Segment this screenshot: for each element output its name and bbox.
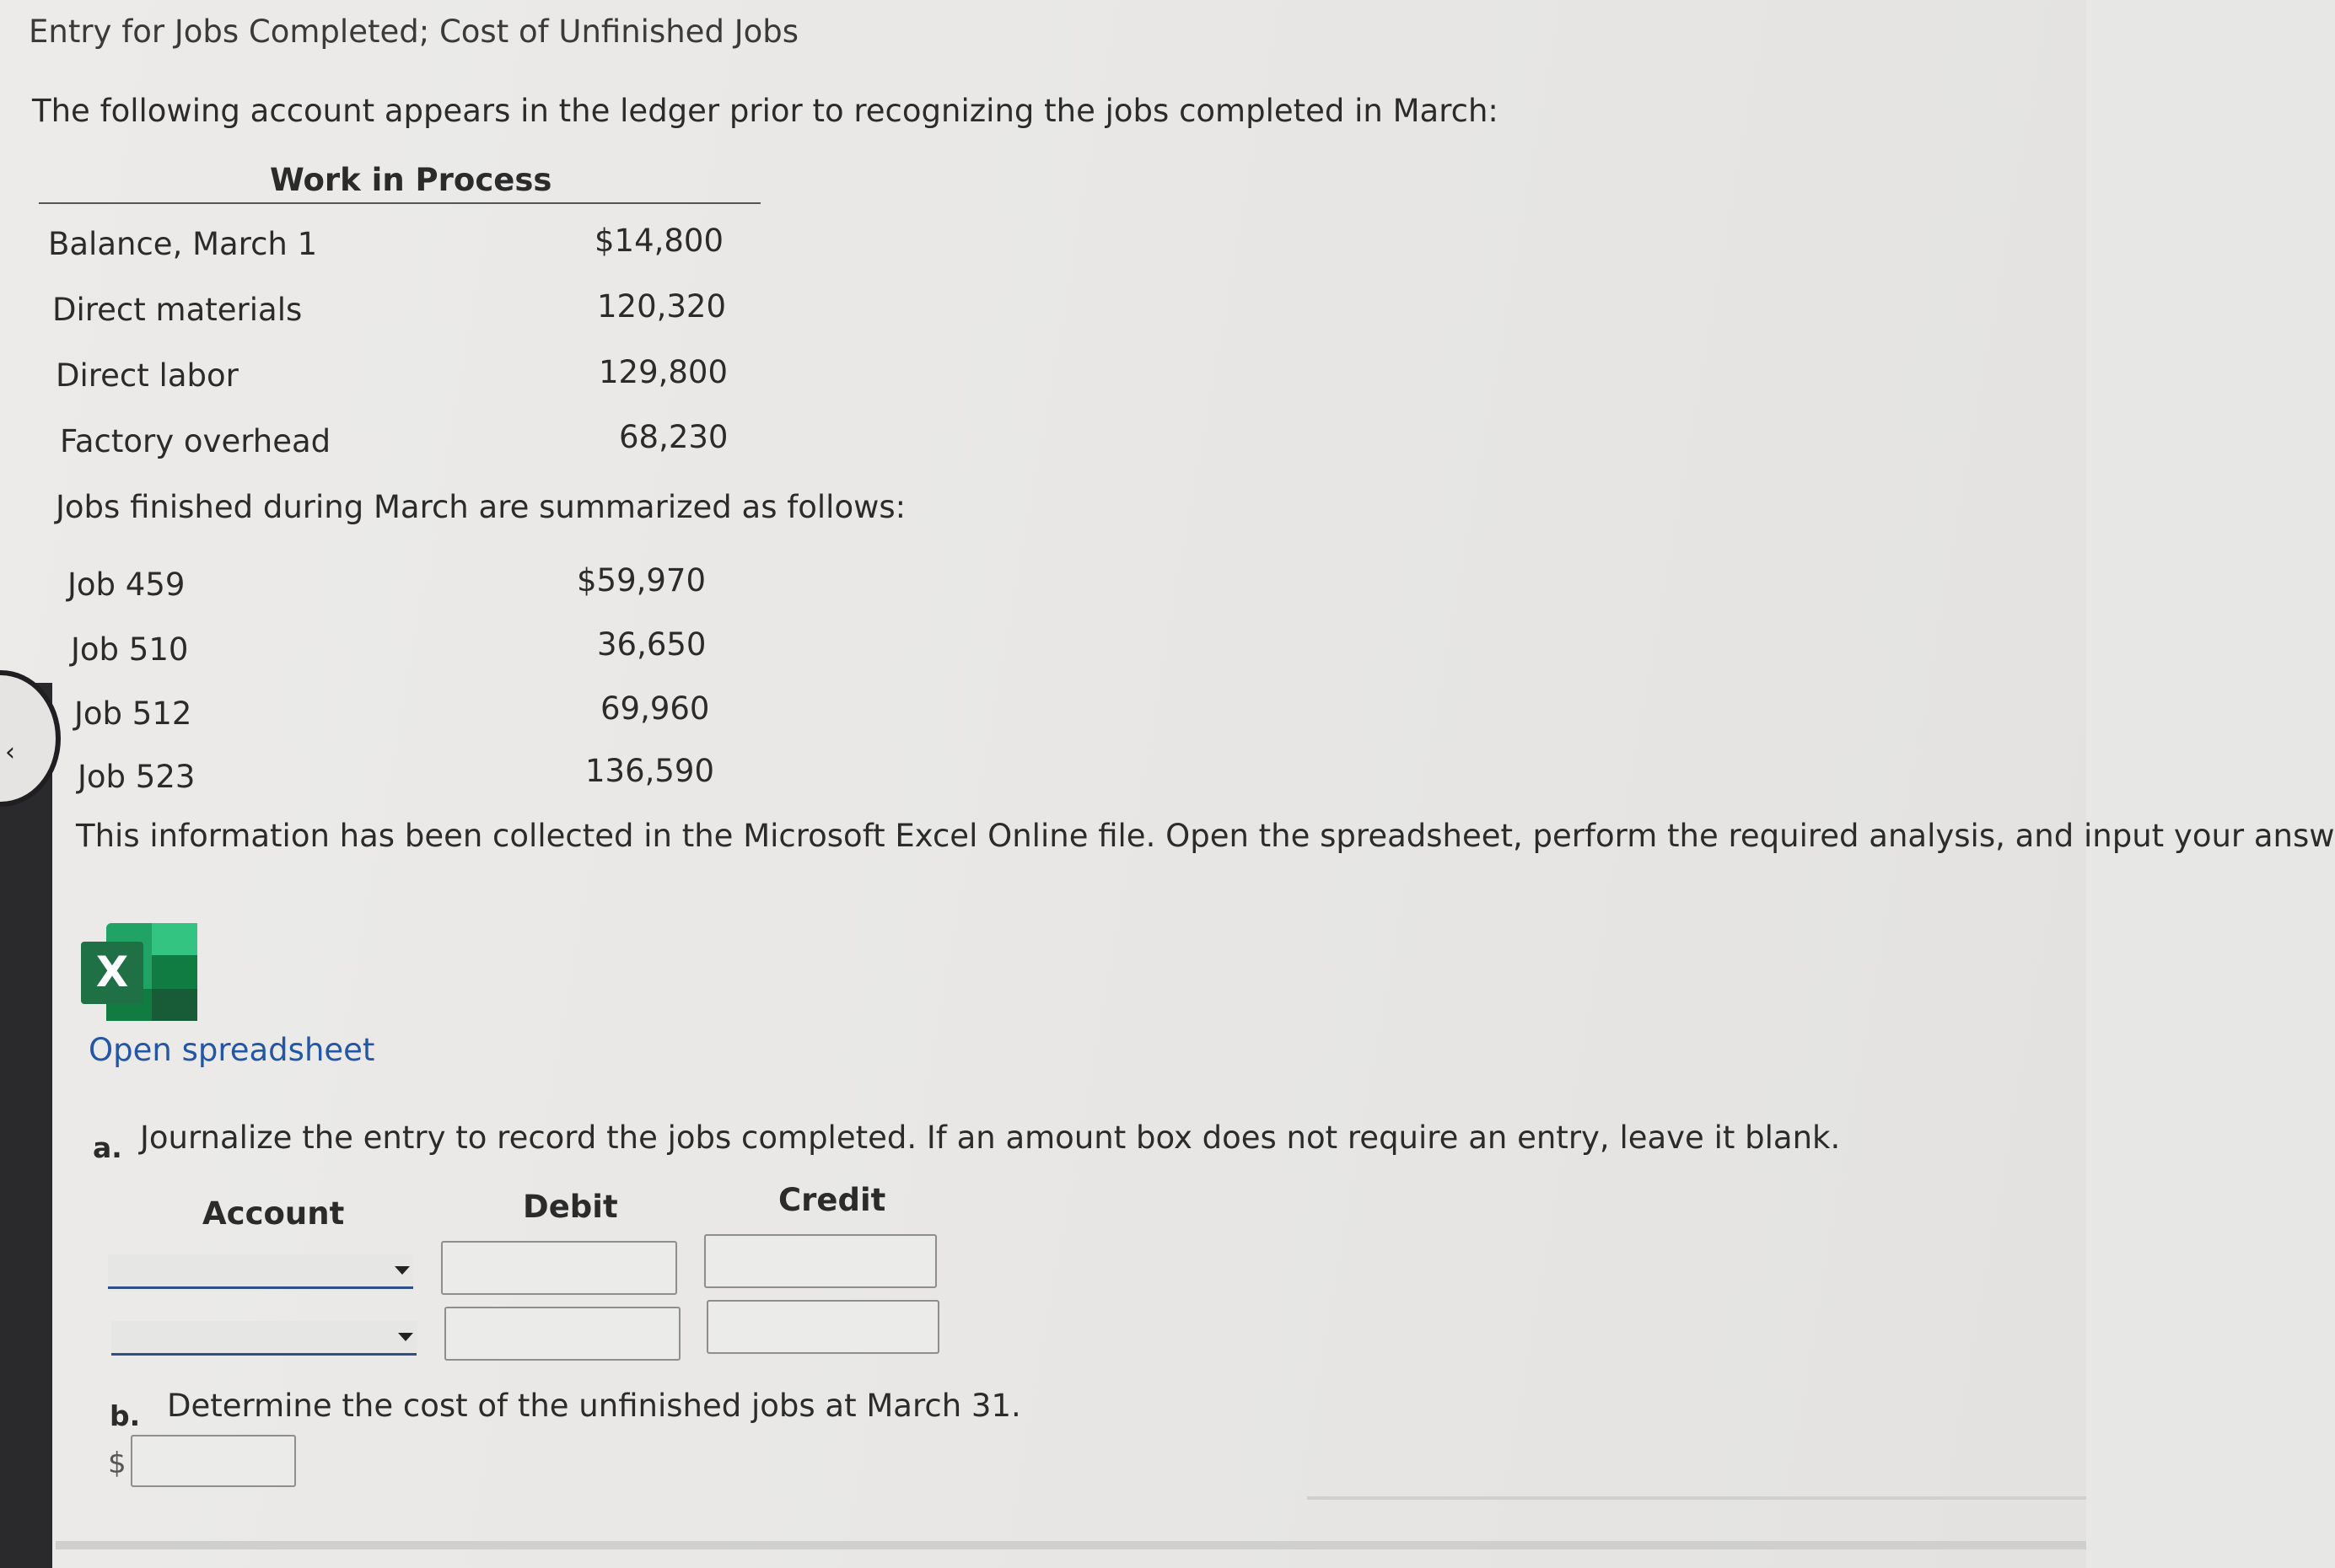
job-value: 136,590 — [585, 753, 715, 789]
job-label: Job 459 — [67, 567, 186, 603]
divider — [1307, 1496, 2086, 1500]
column-header-debit: Debit — [523, 1189, 618, 1225]
part-b-letter: b. — [110, 1399, 141, 1432]
wip-rule — [39, 202, 761, 204]
currency-symbol: $ — [108, 1447, 126, 1480]
job-value: $59,970 — [577, 562, 707, 599]
job-label: Job 512 — [74, 695, 192, 732]
part-a-instructions: Journalize the entry to record the jobs completed. If an amount box does not require an entry, leave it blank. — [140, 1120, 1841, 1156]
job-value: 36,650 — [597, 626, 707, 663]
wip-row-label: Direct labor — [56, 357, 239, 394]
debit-input[interactable] — [444, 1307, 681, 1361]
wip-row-value: 120,320 — [597, 288, 727, 325]
wip-row-label: Factory overhead — [60, 423, 331, 459]
part-a-letter: a. — [93, 1131, 122, 1164]
excel-note: This information has been collected in the Microsoft Excel Online file. Open the spreadsheet, perform the required analysis, and input your answ — [76, 818, 2335, 854]
wip-row-value: 129,800 — [599, 354, 729, 390]
column-header-credit: Credit — [778, 1182, 886, 1218]
credit-input[interactable] — [704, 1234, 937, 1288]
excel-icon[interactable] — [81, 923, 197, 1021]
credit-input[interactable] — [707, 1300, 939, 1354]
account-select[interactable] — [111, 1321, 417, 1356]
chevron-down-icon — [398, 1333, 413, 1341]
excel-icon-letter: X — [95, 948, 129, 996]
intro-text: The following account appears in the ledger prior to recognizing the jobs completed in March: — [32, 93, 1498, 129]
chevron-left-icon: ‹ — [5, 738, 15, 767]
wip-row-value: $14,800 — [595, 223, 724, 259]
bottom-divider — [56, 1541, 2086, 1549]
jobs-intro: Jobs finished during March are summarized as follows: — [56, 489, 907, 525]
wip-row-label: Balance, March 1 — [48, 226, 318, 262]
job-value: 69,960 — [600, 690, 710, 727]
debit-input[interactable] — [441, 1241, 677, 1295]
unfinished-jobs-cost-input[interactable] — [131, 1435, 296, 1487]
job-label: Job 510 — [71, 631, 189, 668]
page-title: Entry for Jobs Completed; Cost of Unfinished Jobs — [29, 13, 799, 50]
account-select[interactable] — [108, 1254, 413, 1289]
column-header-account: Account — [202, 1195, 345, 1232]
job-label: Job 523 — [78, 759, 196, 795]
chevron-down-icon — [395, 1266, 410, 1275]
part-b-instructions: Determine the cost of the unfinished jobs at March 31. — [167, 1388, 1021, 1424]
wip-row-label: Direct materials — [52, 292, 303, 328]
wip-heading: Work in Process — [270, 162, 552, 198]
left-sidebar — [0, 683, 52, 1568]
wip-row-value: 68,230 — [619, 419, 729, 455]
open-spreadsheet-link[interactable]: Open spreadsheet — [89, 1032, 375, 1068]
